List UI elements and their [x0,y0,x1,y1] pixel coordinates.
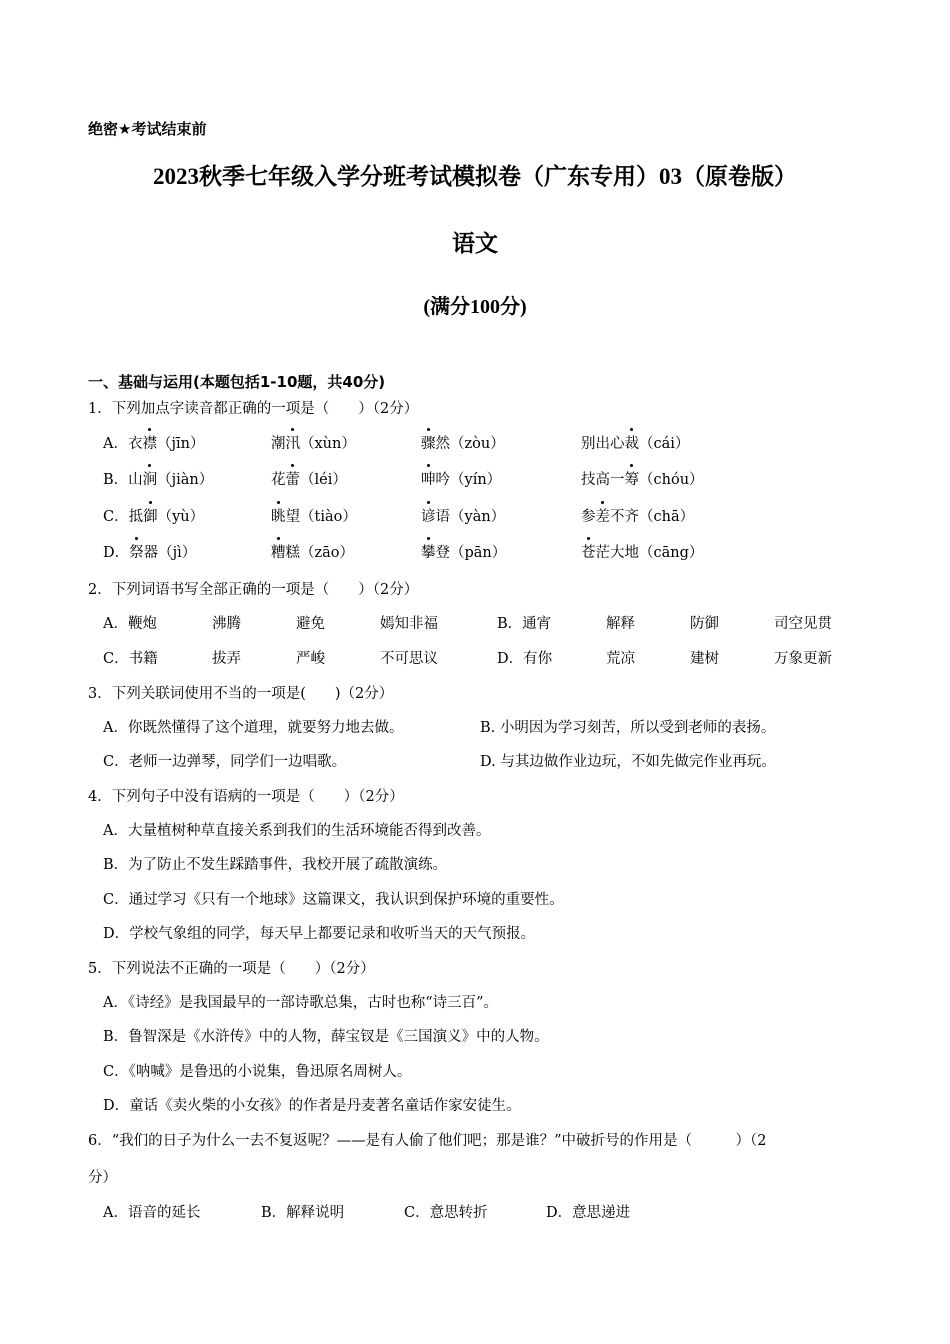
option-text: 茫大地（cāng） [595,545,704,561]
question-3-option-d: D. 与其边做作业边玩，不如先做完作业再玩。 [480,754,776,770]
question-1-option [271,468,347,489]
dotted-character: 糟 [271,541,286,562]
option-text: （jīn） [156,436,205,452]
question-1-option [581,541,703,562]
question-3-stem: 3．下列关联词使用不当的一项是( )（2分） [88,686,394,702]
dotted-character: 骤 [421,432,436,453]
question-6-option-b: B．解释说明 [261,1205,345,1221]
question-1-option [103,541,196,562]
question-6-option-c: C．意思转折 [404,1205,488,1221]
question-6-option-a: A．语音的延长 [103,1205,201,1221]
question-3-option-a: A．你既然懂得了这个道理，就要努力地去做。 [103,720,404,736]
question-2-word: B．通宵 [497,616,552,632]
option-text: C．抵 [103,509,144,525]
option-text: D． [103,545,130,561]
option-text: 潮 [271,436,286,452]
question-2-word: A．鞭炮 [103,616,157,632]
option-text: A．衣 [103,436,143,452]
question-1-option [271,505,357,526]
dotted-character: 攀 [421,541,436,562]
dotted-character: 御 [143,505,158,526]
option-text: （cái） [639,436,690,452]
question-2-word: 不可思议 [380,651,438,667]
dotted-character: 汛 [286,432,301,453]
question-1-option [103,505,204,526]
full-score: (满分100分) [423,296,527,318]
question-4-option-b: B．为了防止不发生踩踏事件，我校开展了疏散演练。 [103,857,448,873]
question-1-option [581,432,689,453]
question-1-option [581,468,704,489]
option-text: 技高一 [581,472,625,488]
option-text: 然（zòu） [435,436,505,452]
question-2-word: 司空见贯 [774,616,832,632]
question-5-stem: 5．下列说法不正确的一项是（ ）（2分） [88,961,375,977]
question-2-word: 拔弄 [212,651,241,667]
option-text: （jiàn） [157,472,214,488]
question-3-option-c: C．老师一边弹琴，同学们一边唱歌。 [103,754,347,770]
question-2-word: 防御 [690,616,719,632]
question-3-option-b: B. 小明因为学习刻苦，所以受到老师的表扬。 [480,720,776,736]
dotted-character: 蕾 [286,468,301,489]
option-text: 糕（zāo） [285,545,355,561]
question-4-option-d: D．学校气象组的同学，每天早上都要记录和收听当天的天气预报。 [103,926,536,942]
dotted-character: 呻 [421,468,436,489]
question-4-option-a: A．大量植树种草直接关系到我们的生活环境能否得到改善。 [103,823,491,839]
option-text: 花 [271,472,286,488]
question-6-option-d: D．意思递进 [546,1205,631,1221]
dotted-character: 眺 [271,505,286,526]
option-text: 参 [581,509,596,525]
question-2-word: 荒凉 [606,651,635,667]
question-2-word: C．书籍 [103,651,158,667]
option-text: （chóu） [639,472,704,488]
option-text: 语（yàn） [435,509,506,525]
exam-title: 2023秋季七年级入学分班考试模拟卷（广东专用）03（原卷版） [153,164,797,189]
question-1-option [421,505,505,526]
question-2-stem: 2．下列词语书写全部正确的一项是（ ）（2分） [88,582,419,598]
question-1-option [271,432,356,453]
option-text: （xùn） [300,436,356,452]
dotted-character: 裁 [625,432,640,453]
question-1-option [421,432,505,453]
option-text: 器（jì） [143,545,197,561]
option-text: 吟（yín） [435,472,502,488]
option-text: （léi） [300,472,347,488]
question-6-stem: 6．“我们的日子为什么一去不复返呢？——是有人偷了他们吧；那是谁？”中破折号的作用是（ ）（2 [88,1133,767,1149]
question-2-word: 建树 [690,651,719,667]
question-1-option [421,541,506,562]
option-text: B．山 [103,472,143,488]
dotted-character: 祭 [129,541,144,562]
question-5-option-d: D．童话《卖火柴的小女孩》的作者是丹麦著名童话作家安徒生。 [103,1098,521,1114]
section-heading: 一、基础与运用(本题包括1-10题，共40分) [88,373,386,391]
dotted-character: 襟 [142,432,157,453]
subject-title: 语文 [452,231,498,256]
question-4-option-c: C．通过学习《只有一个地球》这篇课文，我认识到保护环境的重要性。 [103,892,564,908]
question-1-stem: 1．下列加点字读音都正确的一项是（ ）（2分） [88,401,419,417]
option-text: 望（tiào） [285,509,357,525]
question-1-option [581,505,694,526]
question-2-word: D．有你 [497,651,553,667]
question-2-word: 严峻 [296,651,325,667]
question-5-option-c: C．《呐喊》是鲁迅的小说集，鲁迅原名周树人。 [103,1064,412,1080]
question-1-option [103,432,204,453]
dotted-character: 涧 [143,468,158,489]
option-text: 别出心 [581,436,625,452]
question-2-word: 沸腾 [212,616,241,632]
option-text: 登（pān） [435,545,507,561]
dotted-character: 筹 [625,468,640,489]
question-1-option [271,541,354,562]
question-2-word: 解释 [606,616,635,632]
question-1-option [103,468,213,489]
question-4-stem: 4．下列句子中没有语病的一项是（ ）（2分） [88,789,404,805]
dotted-character: 苍 [581,541,596,562]
dotted-character: 差 [596,505,611,526]
confidential-label: 绝密★考试结束前 [88,120,207,138]
question-1-option [421,468,501,489]
question-2-word: 万象更新 [774,651,832,667]
question-2-word: 避免 [296,616,325,632]
option-text: 不齐（chā） [610,509,695,525]
dotted-character: 谚 [421,505,436,526]
question-5-option-b: B．鲁智深是《水浒传》中的人物，薛宝钗是《三国演义》中的人物。 [103,1029,549,1045]
question-5-option-a: A．《诗经》是我国最早的一部诗歌总集，古时也称“诗三百”。 [103,995,499,1011]
question-2-word: 嫣知非福 [380,616,438,632]
option-text: （yù） [157,509,205,525]
question-6-stem-continued: 分） [88,1170,117,1186]
